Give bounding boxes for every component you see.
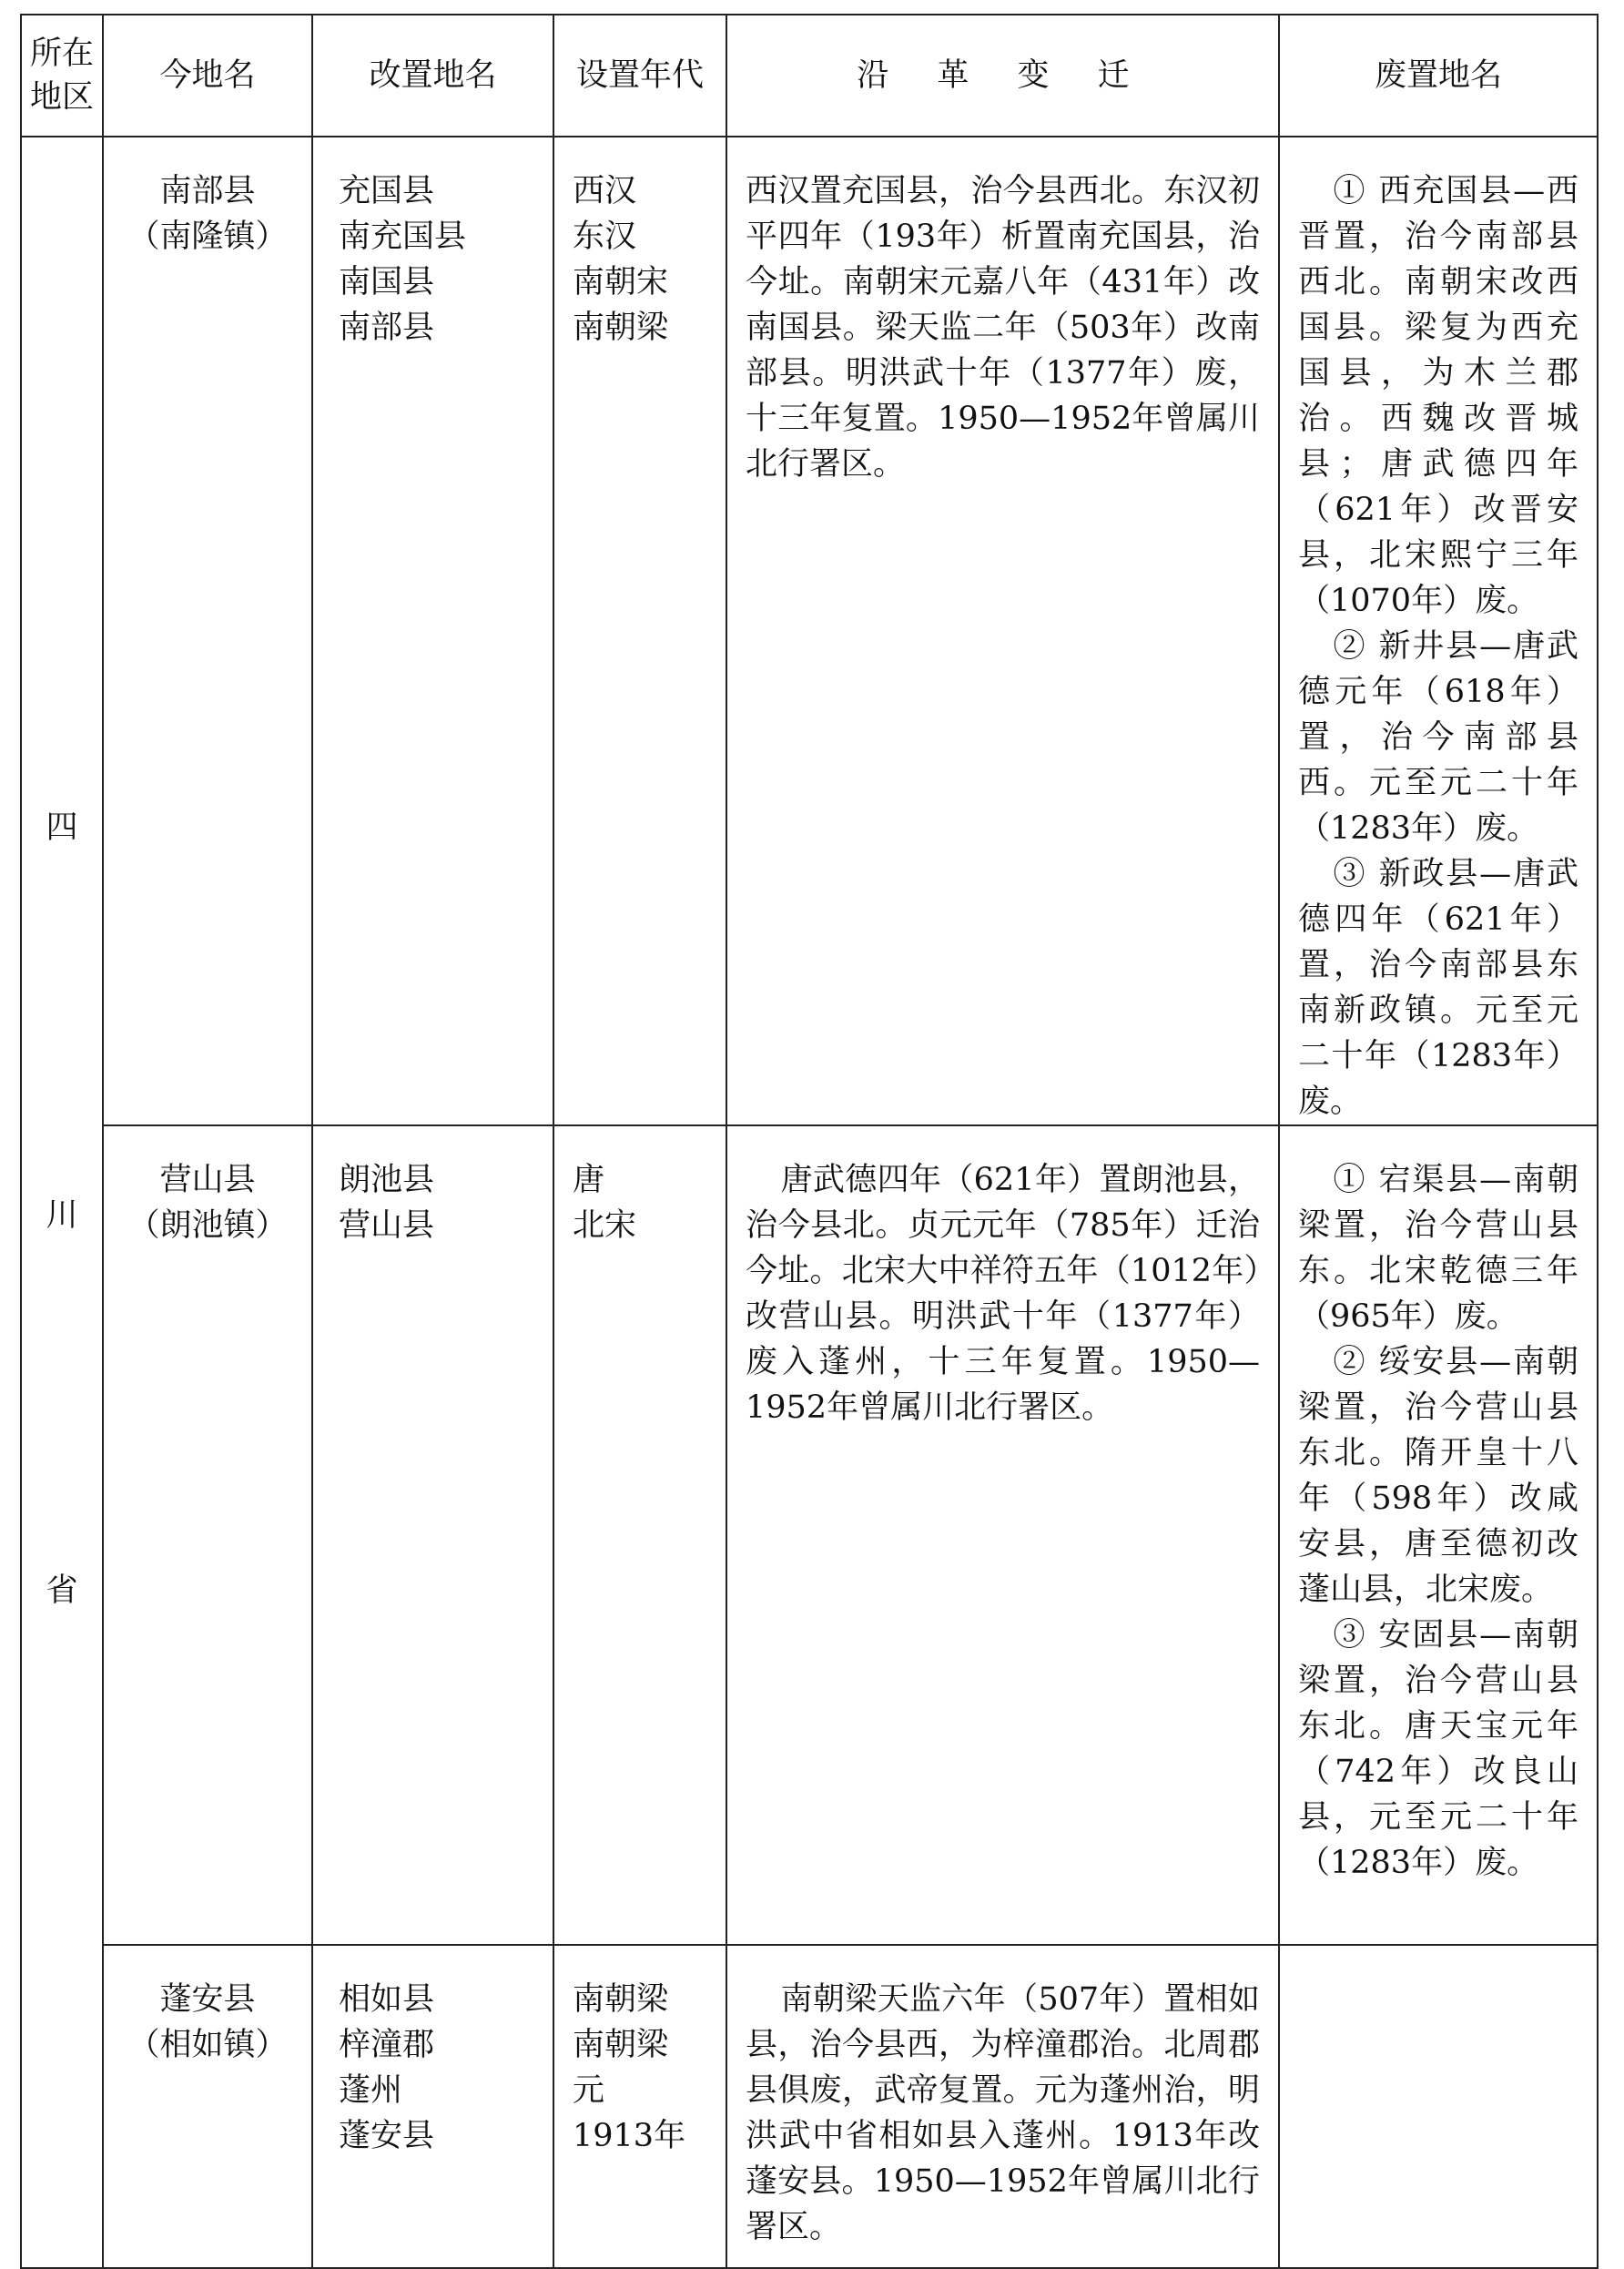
history-text: 唐武德四年（621年）置朗池县，治今县北。贞元元年（785年）迁治今址。北宋大中祥符五年（1012年）改营山县。明洪武十年（1377年）废入蓬州，十三年复置。1950—1952年曾属川北行署区。 xyxy=(746,1162,1260,1426)
renamed-name: 充国县 xyxy=(339,173,435,209)
region-cell xyxy=(21,137,103,2268)
abolished-entry: ③ 安固县—南朝梁置，治今营山县东北。唐天宝元年（742年）改良山县，元至元二十年（1283年）废。 xyxy=(1298,1617,1578,1881)
renamed-cell xyxy=(312,1125,553,1945)
era: 北宋 xyxy=(573,1207,637,1244)
history-text: 西汉置充国县，治今县西北。东汉初平四年（193年）析置南充国县，治今址。南朝宋元嘉八年（431年）改南国县。梁天监二年（503年）改南部县。明洪武十年（1377年）废，十三年复置。1950—1952年曾属川北行署区。 xyxy=(746,173,1260,483)
era: 南朝梁 xyxy=(573,310,669,346)
abolished-entry: ② 绥安县—南朝梁置，治今营山县东北。隋开皇十八年（598年）改咸安县，唐至德初改蓬山县，北宋废。 xyxy=(1298,1344,1578,1608)
region-char: 省 xyxy=(46,1572,78,1609)
abolished-cell xyxy=(1279,1125,1598,1945)
current-seat: （朗池镇） xyxy=(127,1207,288,1244)
header-abolished-names: 废置地名 xyxy=(1279,15,1598,137)
era-cell xyxy=(553,1945,726,2268)
renamed-name: 南充国县 xyxy=(339,219,467,255)
current-seat: （相如镇） xyxy=(127,2027,288,2063)
header-established-era: 设置年代 xyxy=(553,15,726,137)
current-seat: （南隆镇） xyxy=(127,219,288,255)
current-name: 南部县 xyxy=(159,173,256,209)
era: 唐 xyxy=(573,1162,605,1198)
history-table xyxy=(20,14,1599,2269)
abolished-cell xyxy=(1279,1945,1598,2268)
history-text: 南朝梁天监六年（507年）置相如县，治今县西，为梓潼郡治。北周郡县俱废，武帝复置。元为蓬州治，明洪武中省相如县入蓬州。1913年改蓬安县。1950—1952年曾属川北行署区。 xyxy=(746,1981,1260,2245)
current-name-cell xyxy=(103,137,312,1125)
region-char: 四 xyxy=(46,809,78,846)
era-cell xyxy=(553,1125,726,1945)
current-name-cell xyxy=(103,1945,312,2268)
abolished-entry: ② 新井县—唐武德元年（618年）置，治今南部县西。元至元二十年（1283年）废。 xyxy=(1298,628,1578,847)
renamed-name: 营山县 xyxy=(339,1207,435,1244)
abolished-entry: ① 西充国县—西晋置，治今南部县西北。南朝宋改西国县。梁复为西充国县，为木兰郡治。西魏改晋城县；唐武德四年（621年）改晋安县，北宋熙宁三年（1070年）废。 xyxy=(1298,173,1578,619)
renamed-name: 南国县 xyxy=(339,264,435,300)
renamed-name: 南部县 xyxy=(339,310,435,346)
header-renamed-names: 改置地名 xyxy=(312,15,553,137)
era: 东汉 xyxy=(573,219,637,255)
era: 南朝宋 xyxy=(573,264,669,300)
era: 1913年 xyxy=(573,2118,686,2154)
renamed-name: 蓬安县 xyxy=(339,2118,435,2154)
renamed-name: 梓潼郡 xyxy=(339,2027,435,2063)
current-name: 蓬安县 xyxy=(159,1981,256,2018)
header-current-name: 今地名 xyxy=(103,15,312,137)
header-region: 所在地区 xyxy=(21,15,103,137)
region-char: 川 xyxy=(46,1197,78,1234)
header-row xyxy=(21,15,1598,137)
renamed-cell xyxy=(312,137,553,1125)
header-history: 沿 革 变 迁 xyxy=(726,15,1279,137)
abolished-entry: ③ 新政县—唐武德四年（621年）置，治今南部县东南新政镇。元至元二十年（1283年）废。 xyxy=(1298,856,1578,1120)
era: 南朝梁 xyxy=(573,1981,669,2018)
renamed-name: 朗池县 xyxy=(339,1162,435,1198)
renamed-cell xyxy=(312,1945,553,2268)
history-cell xyxy=(726,1125,1279,1945)
era: 西汉 xyxy=(573,173,637,209)
table-row xyxy=(21,137,1598,1125)
era-cell xyxy=(553,137,726,1125)
table-row xyxy=(21,1945,1598,2268)
history-cell xyxy=(726,137,1279,1125)
current-name-cell xyxy=(103,1125,312,1945)
table-row xyxy=(21,1125,1598,1945)
era: 元 xyxy=(573,2072,605,2109)
abolished-cell xyxy=(1279,137,1598,1125)
renamed-name: 相如县 xyxy=(339,1981,435,2018)
renamed-name: 蓬州 xyxy=(339,2072,403,2109)
abolished-entry: ① 宕渠县—南朝梁置，治今营山县东。北宋乾德三年（965年）废。 xyxy=(1298,1162,1578,1335)
current-name: 营山县 xyxy=(159,1162,256,1198)
era: 南朝梁 xyxy=(573,2027,669,2063)
history-cell xyxy=(726,1945,1279,2268)
